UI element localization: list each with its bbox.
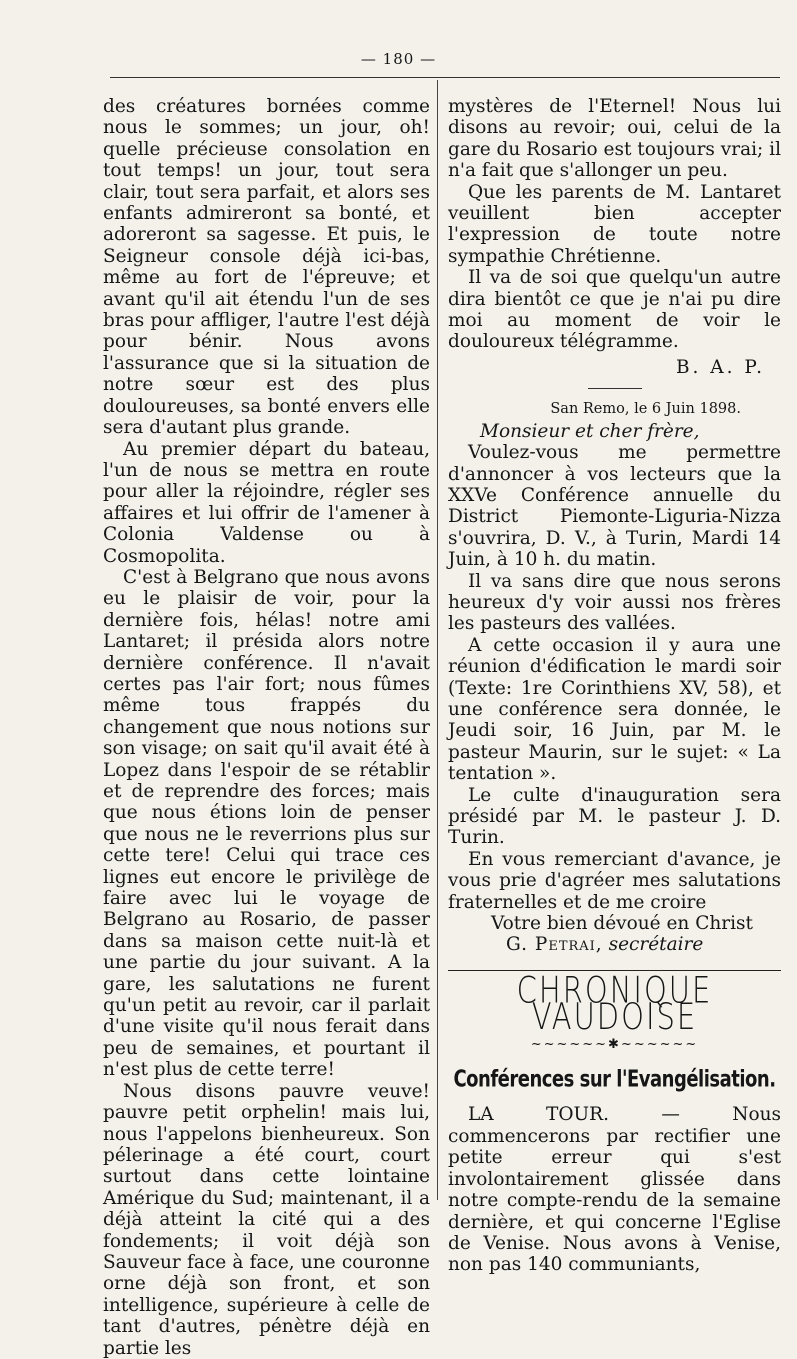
signer-name: G. Petrai, — [506, 934, 603, 956]
page-number: — 180 — — [360, 50, 437, 68]
paragraph: des créatures bornées comme nous le sommes; un jour, oh! quelle précieuse consolation en tout temps! un jour, tout sera clair, tout sera parfait, et alors ses enfants admireront sa bonté, et adoreront sa sagesse. Et puis, le Seigneur console déjà ici-bas, même au fort de l'épreuve; et avant qu'il ait étendu l'un de ses bras pour affliger, l'autre l'est déjà pour bénir. Nous avons l'assurance que si la situation de notre sœur est des plus douloureuses, sa bonté envers elle sera d'autant plus grande. — [103, 96, 430, 439]
paragraph: Voulez-vous me permettre d'annoncer à vos lecteurs que la XXVe Conférence annuelle du District Piemonte-Liguria-Nizza s'ouvrira, D. V., à Turin, Mardi 14 Juin, à 10 h. du matin. — [448, 442, 781, 571]
paragraph: Que les parents de M. Lantaret veuillent bien accepter l'expression de toute notre sympathie Chrétienne. — [448, 181, 781, 267]
news-place: LA TOUR. — [468, 1104, 609, 1126]
news-paragraph — [448, 1104, 781, 1275]
letter-closing: Votre bien dévoué en Christ — [490, 913, 753, 935]
article-signature: B. A. P. — [675, 356, 765, 378]
letter-salutation: Monsieur et cher frère, — [480, 420, 700, 442]
paragraph: Il va sans dire que nous serons heureux d'y voir aussi nos frères les pasteurs des vallées. — [448, 570, 781, 635]
column-divider — [437, 80, 438, 1200]
header-rule — [110, 77, 780, 78]
section-title: CHRONIQUE VAUDOISE — [516, 968, 713, 1038]
paragraph: Au premier départ du bateau, l'un de nous se mettra en route pour aller la réjoindre, régler ses affaires et lui offrir de l'amener à Colonia Valdense ou à Cosmopolita. — [103, 438, 430, 567]
signer-title: secrétaire — [608, 934, 704, 956]
paragraph: A cette occasion il y aura une réunion d'édification le mardi soir (Texte: 1re Corinthiens XV, 58), et une conférence sera donnée, le Jeudi soir, 16 Juin, par M. le pasteur Maurin, sur le sujet: « La tentation ». — [448, 634, 781, 785]
left-column — [103, 96, 430, 1359]
paragraph: C'est à Belgrano que nous avons eu le plaisir de voir, pour la dernière fois, hélas! notre ami Lantaret; il présida alors notre dernière conférence. Il n'avait certes pas l'air fort; nous fûmes même tous frappés du changement que nous notions sur son visage; on sait qu'il avait été à Lopez dans l'espoir de se rétablir et de reprendre des forces; mais que nous étions loin de penser que nous ne le reverrions plus sur cette tere! Celui qui trace ces lignes eut encore le privilège de faire avec lui le voyage de Belgrano au Rosario, de passer dans sa maison cette nuit-là et une partie du jour suivant. A la gare, les salutations ne furent qu'un petit au revoir, car il parlait d'une visite qu'il nous ferait dans peu de semaines, et pourtant il n'est plus de cette terre! — [103, 566, 430, 1081]
right-column — [448, 96, 781, 1276]
letter-signer — [506, 934, 781, 955]
letter-date: San Remo, le 6 Juin 1898. — [550, 401, 741, 418]
ornament: ~~~~~~✱~~~~~~ — [530, 1036, 699, 1052]
paragraph: Le culte d'inauguration sera présidé par M. le pasteur J. D. Turin. — [448, 784, 781, 849]
separator-rule — [588, 388, 642, 389]
paragraph: Il va de soi que quelqu'un autre dira bientôt ce que je n'ai pu dire moi au moment de voir le douloureux télégramme. — [448, 267, 781, 353]
news-text: — Nous commencerons par rectifier une petite erreur qui s'est involontairement glissée dans notre compte-rendu de la semaine dernière, et qui concerne l'Eglise de Venise. Nous avons à Venise, non pas 140 communiants, — [448, 1104, 782, 1276]
subsection-title: Conférences sur l'Evangélisation. — [453, 1065, 776, 1094]
paragraph: Nous disons pauvre veuve! pauvre petit orphelin! mais lui, nous l'appelons bienheureux. Son pélerinage a été court, court surtout dans cette lointaine Amérique du Sud; maintenant, il a déjà atteint la cité qui a des fondements; il voit déjà son Sauveur face à face, une couronne orne déjà son front, et son intelligence, supérieure à celle de tant d'autres, pénètre déjà en partie les — [103, 1080, 430, 1359]
paragraph: En vous remerciant d'avance, je vous prie d'agréer mes salutations fraternelles et de me croire — [448, 848, 781, 913]
paragraph: mystères de l'Eternel! Nous lui disons au revoir; oui, celui de la gare du Rosario est toujours vrai; il n'a fait que s'allonger un peu. — [448, 96, 781, 182]
